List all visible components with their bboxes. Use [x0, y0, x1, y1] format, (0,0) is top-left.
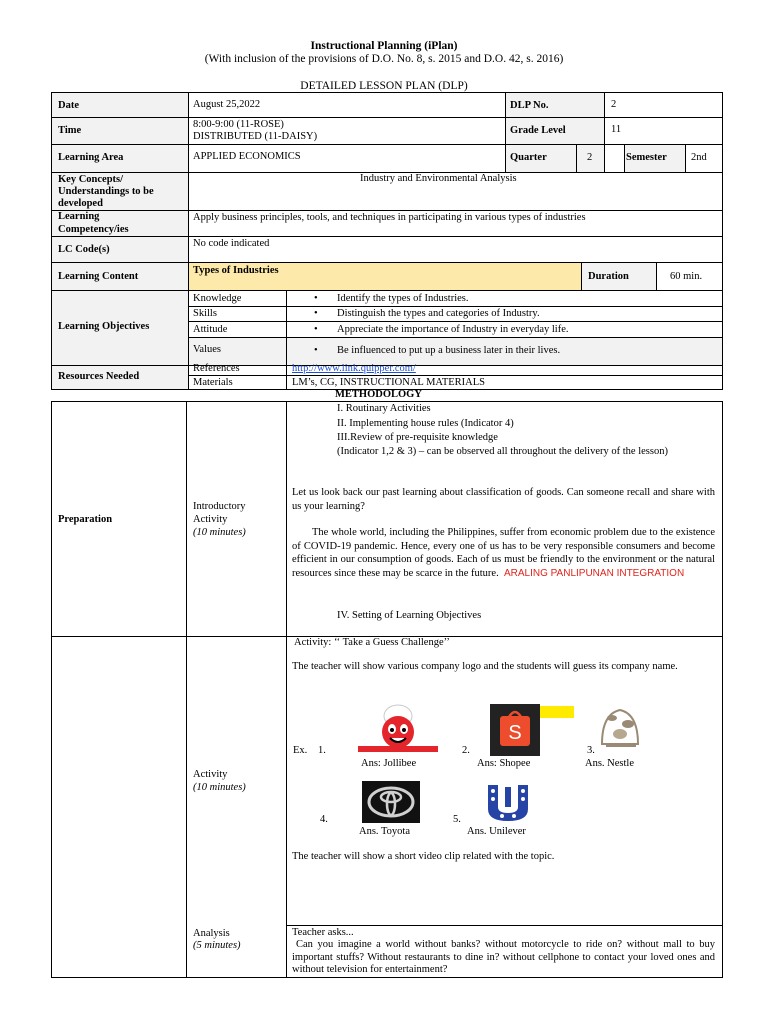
analysis-label: Analysis	[193, 928, 230, 939]
logo-number: 1.	[318, 745, 326, 756]
objective-text: Identify the types of Industries.	[337, 293, 469, 304]
resources-label: Resources Needed	[58, 371, 140, 382]
lc-label: LC Code(s)	[58, 244, 110, 255]
time-label: Time	[58, 125, 82, 136]
plan-title: DETAILED LESSON PLAN (DLP)	[300, 80, 468, 92]
logo-answer: Ans. Toyota	[359, 826, 410, 837]
review-paragraph: Let us look back our past learning about classification of goods. Can someone recall and share with us your learning?	[292, 487, 715, 512]
activity-description: The teacher will show various company logo and the students will guess its company name.	[292, 661, 678, 672]
comp-value: Apply business principles, tools, and techniques in participating in various types of industries	[193, 212, 586, 223]
materials-value: LM’s, CG, INSTRUCTIONAL MATERIALS	[292, 377, 485, 388]
routine-4: (Indicator 1,2 & 3) – can be observed all throughout the delivery of the lesson)	[337, 446, 668, 457]
routine-3: III.Review of pre-requisite knowledge	[337, 432, 498, 443]
routine-1: I. Routinary Activities	[337, 403, 431, 414]
objective-domain: Attitude	[193, 324, 228, 335]
doc-title: Instructional Planning (iPlan)	[310, 40, 458, 52]
yellow-highlight-mark	[540, 706, 574, 718]
content-value: Types of Industries	[193, 265, 279, 276]
objective-domain: Values	[193, 344, 221, 355]
jollibee-logo-icon	[358, 702, 438, 754]
quarter-value: 2	[587, 152, 593, 163]
lc-value: No code indicated	[193, 238, 270, 249]
area-label: Learning Area	[58, 152, 124, 163]
duration-value: 60 min.	[670, 271, 703, 282]
content-label: Learning Content	[58, 271, 139, 282]
logo-answer: Ans: Jollibee	[361, 758, 417, 769]
bullet: •	[314, 308, 318, 319]
date-value: August 25,2022	[193, 99, 261, 110]
dlp-value: 2	[611, 99, 617, 110]
objective-text: Distinguish the types and categories of Industry.	[337, 308, 540, 319]
logo-number: 2.	[462, 745, 470, 756]
comp-label-2: Competency/ies	[58, 224, 129, 235]
time-value-1: 8:00-9:00 (11-ROSE)	[193, 119, 284, 130]
comp-label-1: Learning	[58, 211, 100, 222]
activity-time: (10 minutes)	[193, 782, 246, 793]
objective-text: Be influenced to put up a business later in their lives.	[337, 345, 561, 356]
unilever-logo-icon	[482, 783, 534, 823]
key-label-3: developed	[58, 198, 103, 209]
objective-text: Appreciate the importance of Industry in everyday life.	[337, 324, 569, 335]
materials-label: Materials	[193, 377, 233, 388]
logo-number: 5.	[453, 814, 461, 825]
video-text: The teacher will show a short video clip related with the topic.	[292, 851, 555, 862]
date-label: Date	[58, 100, 79, 111]
integration-note: ARALING PANLIPUNAN INTEGRATION	[503, 567, 685, 579]
analysis-question-intro: Teacher asks...	[292, 927, 354, 938]
logo-number: 3.	[587, 745, 595, 756]
bullet: •	[314, 324, 318, 335]
nestle-logo-icon	[598, 704, 642, 752]
intro-time: (10 minutes)	[193, 527, 246, 538]
references-link[interactable]: http://www.link.quipper.com/	[292, 363, 416, 374]
preparation-label: Preparation	[58, 514, 113, 525]
logo-answer: Ans. Nestle	[585, 758, 634, 769]
key-value: Industry and Environmental Analysis	[360, 173, 517, 184]
duration-label: Duration	[588, 271, 629, 282]
key-label-1: Key Concepts/	[58, 174, 124, 185]
logo-number: 4.	[320, 814, 328, 825]
logo-answer: Ans. Unilever	[467, 826, 526, 837]
logo-answer: Ans: Shopee	[477, 758, 531, 769]
bullet: •	[314, 345, 318, 356]
intro-label-2: Activity	[193, 514, 228, 525]
objective-domain: Knowledge	[193, 293, 242, 304]
toyota-logo-icon	[362, 781, 420, 823]
doc-subtitle: (With inclusion of the provisions of D.O. No. 8, s. 2015 and D.O. 42, s. 2016)	[204, 53, 564, 65]
shopee-logo-icon	[490, 704, 540, 756]
activity-label: Activity	[193, 769, 228, 780]
key-label-2: Understandings to be	[58, 186, 154, 197]
time-value-2: DISTRIBUTED (11-DAISY)	[193, 131, 318, 142]
dlp-label: DLP No.	[510, 100, 549, 111]
activity-title: Activity: ‘‘ Take a Guess Challenge’’	[294, 637, 450, 648]
routine-2: II. Implementing house rules (Indicator 4)	[337, 418, 514, 429]
grade-value: 11	[611, 124, 622, 135]
example-label: Ex.	[293, 745, 308, 756]
semester-value: 2nd	[691, 152, 707, 163]
grade-label: Grade Level	[510, 125, 566, 136]
analysis-question: Can you imagine a world without banks? without motorcycle to ride on? without mall to buy important stuffs? Without restaurants to dine in? without cellphone to contact your loved ones and without television for entertainment?	[292, 939, 715, 976]
svg-text:S: S	[508, 722, 522, 744]
objectives-label: Learning Objectives	[58, 321, 150, 332]
semester-label: Semester	[626, 152, 667, 163]
intro-label-1: Introductory	[193, 501, 246, 512]
analysis-time: (5 minutes)	[193, 940, 241, 951]
context-paragraph: The whole world, including the Philippines, suffer from economic problem due to the existence of COVID-19 pandemic. Hence, every one of us has to be very responsible consumers and become efficient in our consumption of goods. Each of us must be friendly to the environment or the natural resources since these may be scarce in the future. ARALING PANLIPUNAN INTEGRATION	[292, 527, 715, 579]
bullet: •	[314, 293, 318, 304]
area-value: APPLIED ECONOMICS	[193, 151, 301, 162]
objective-domain: Skills	[193, 308, 217, 319]
quarter-label: Quarter	[510, 152, 547, 163]
methodology-title: METHODOLOGY	[335, 389, 422, 400]
setting-objectives: IV. Setting of Learning Objectives	[337, 610, 482, 621]
references-label: References	[193, 363, 240, 374]
